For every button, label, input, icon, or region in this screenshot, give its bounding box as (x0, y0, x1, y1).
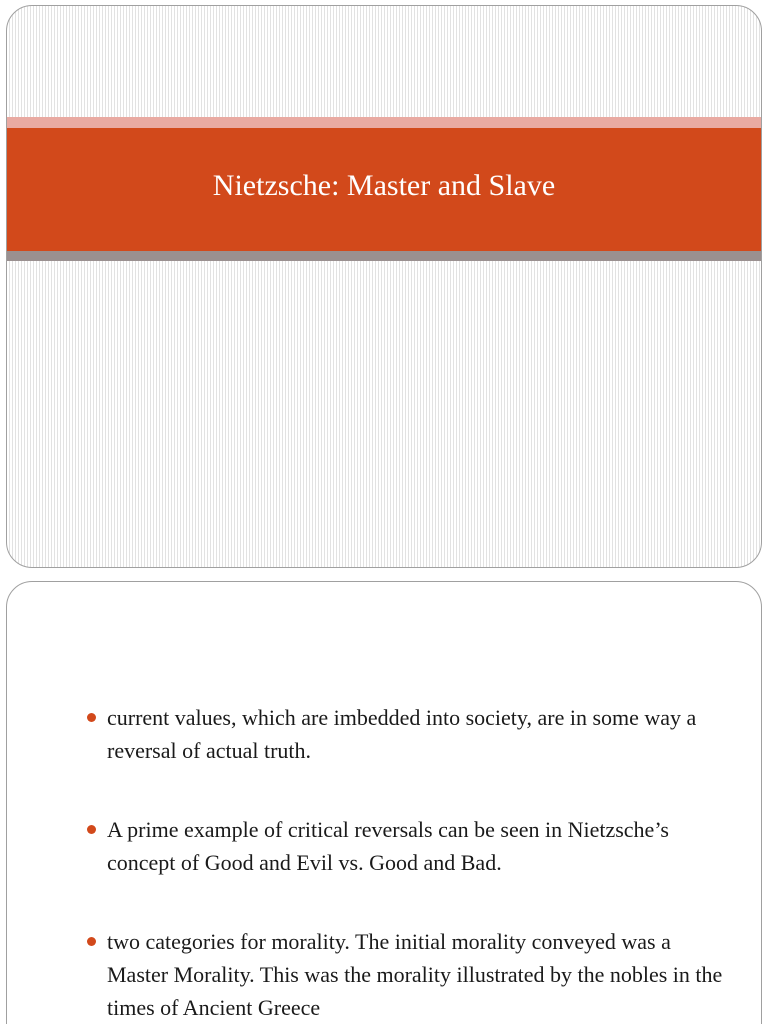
title-slide (6, 5, 762, 568)
bullet-item (87, 701, 727, 767)
bullet-item (87, 925, 727, 1024)
bullet-item (87, 813, 727, 879)
slide-title: Nietzsche: Master and Slave (212, 168, 556, 202)
content-slide (6, 581, 762, 1024)
bullet-text: current values, which are imbedded into society, are in some way a reversal of actual truth. (107, 705, 697, 763)
bullet-icon (87, 825, 96, 834)
bullet-list (87, 701, 727, 1024)
title-band (7, 128, 761, 251)
title-accent-top (7, 117, 761, 128)
bullet-icon (87, 937, 96, 946)
title-accent-bottom (7, 251, 761, 261)
bullet-icon (87, 713, 96, 722)
bullet-text: A prime example of critical reversals can be seen in Nietzsche’s concept of Good and Evil vs. Good and Bad. (107, 817, 669, 875)
bullet-text: two categories for morality. The initial morality conveyed was a Master Morality. This was the morality illustrated by the nobles in the times of Ancient Greece (107, 929, 723, 1020)
